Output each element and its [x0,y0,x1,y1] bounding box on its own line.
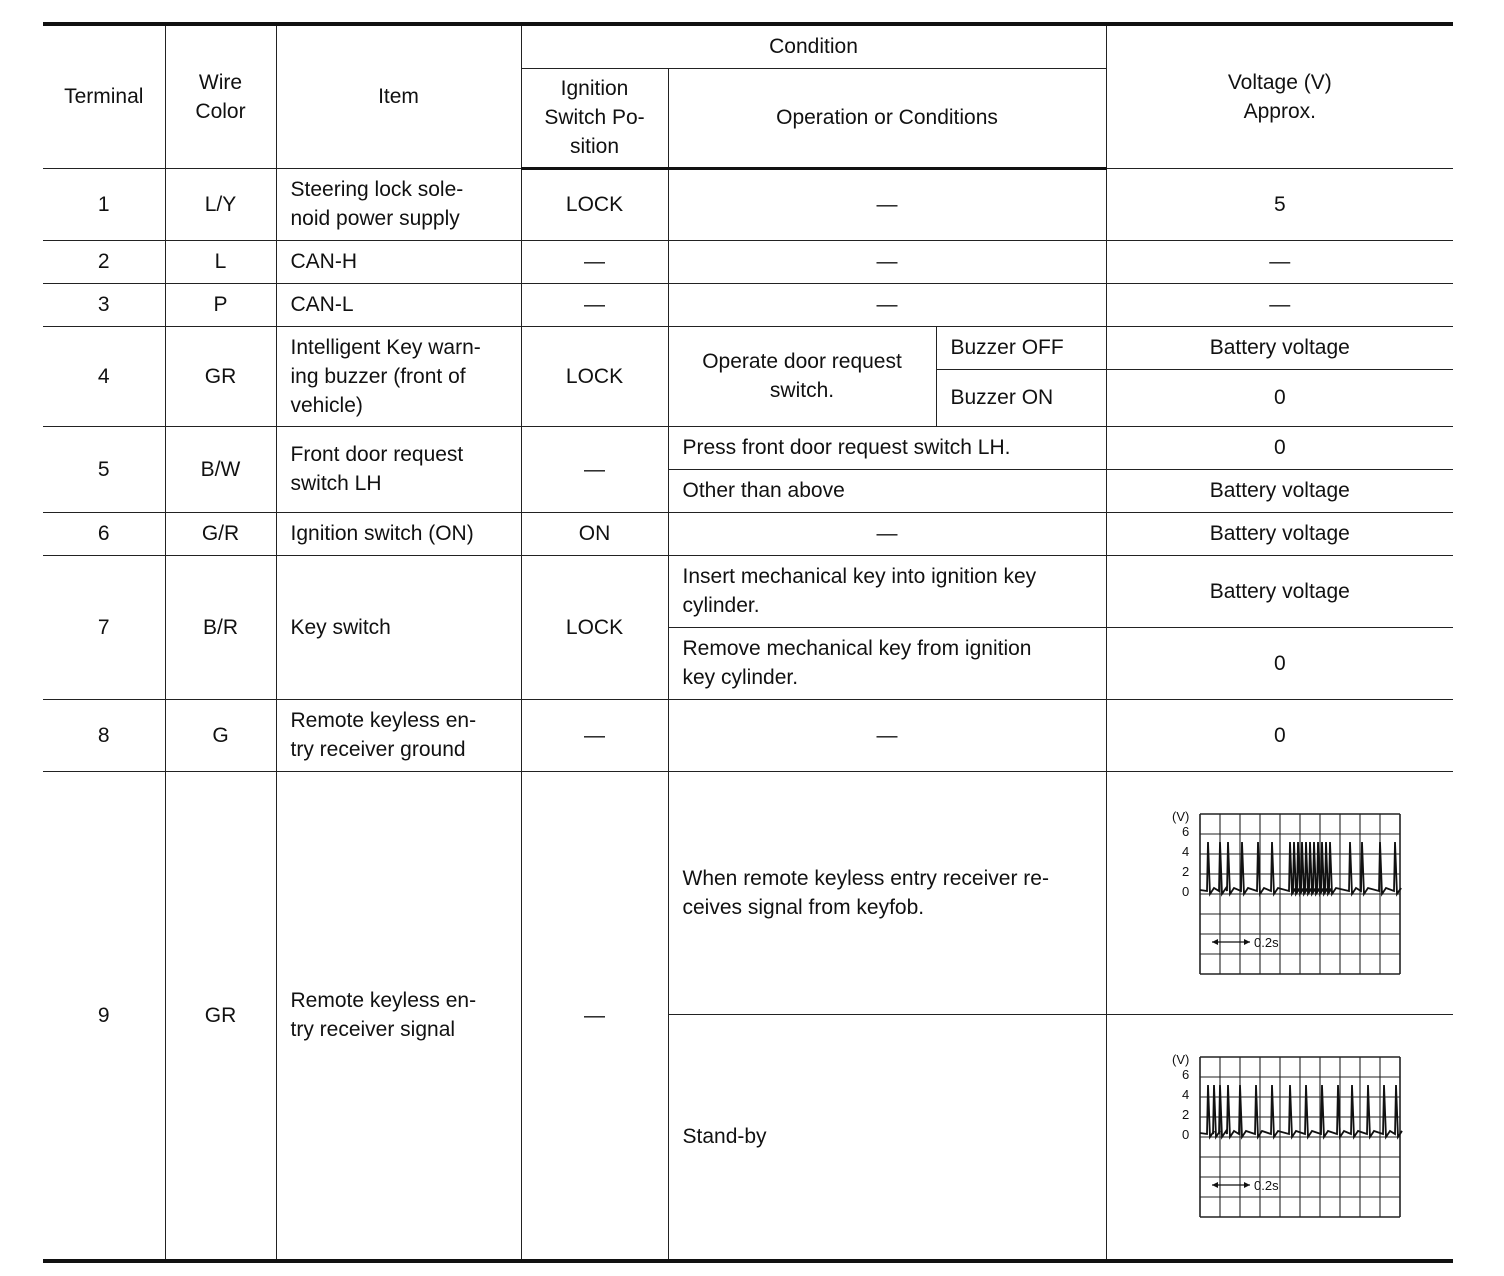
terminal-cell: 8 [43,699,165,771]
item-cell: Remote keyless en- try receiver ground [276,699,521,771]
ignition-position-cell: LOCK [521,168,668,240]
condition-cell: Press front door request switch LH. [668,426,1106,469]
wire-color-cell: GR [165,326,276,426]
voltage-cell: 0 [1106,627,1453,699]
table-row [43,168,1453,240]
header-wire-color: Wire Color [165,24,276,168]
scope-unit-label: (V) [1171,1052,1190,1068]
header-voltage: Voltage (V) Approx. [1106,24,1453,168]
terminal-cell: 9 [43,771,165,1261]
voltage-cell: Battery voltage [1106,469,1453,512]
condition-cell: Insert mechanical key into ignition key cylinder. [668,555,1106,627]
time-base-arrowhead [1244,1182,1250,1188]
scope-y-tick: 4 [1181,843,1190,859]
ignition-position-cell: — [521,771,668,1261]
terminal-cell: 5 [43,426,165,512]
condition-cell: Operate door request switch. [668,326,936,426]
table-row [43,771,1453,1014]
table-row [43,512,1453,555]
voltage-cell: — [1106,283,1453,326]
table-row [43,699,1453,771]
condition-cell: Stand-by [668,1014,1106,1261]
item-cell: Ignition switch (ON) [276,512,521,555]
item-cell: Steering lock sole- noid power supply [276,168,521,240]
condition-cell: — [668,512,1106,555]
condition-cell: — [668,283,1106,326]
header-operation-or-conditions: Operation or Conditions [668,68,1106,168]
wire-color-cell: G [165,699,276,771]
time-base-arrowhead [1212,939,1218,945]
ignition-position-cell: — [521,699,668,771]
voltage-cell: 0 [1106,426,1453,469]
ignition-position-cell: LOCK [521,555,668,699]
scope-y-tick: 4 [1181,1087,1190,1103]
table-row [43,240,1453,283]
scope-y-tick: 0 [1181,1127,1190,1143]
wire-color-cell: GR [165,771,276,1261]
waveform-cell [1106,1014,1453,1261]
header-ignition-switch-position: Ignition Switch Po- sition [521,68,668,168]
ignition-position-cell: LOCK [521,326,668,426]
condition-cell: — [668,699,1106,771]
scope-y-tick: 6 [1181,823,1190,839]
item-cell: Intelligent Key warn- ing buzzer (front of vehicle) [276,326,521,426]
item-cell: Key switch [276,555,521,699]
terminal-cell: 4 [43,326,165,426]
table-row [43,555,1453,627]
header-terminal: Terminal [43,24,165,168]
condition-cell: Remove mechanical key from ignition key cylinder. [668,627,1106,699]
scope-y-tick: 2 [1181,1107,1190,1123]
voltage-cell: 0 [1106,699,1453,771]
wire-color-cell: L/Y [165,168,276,240]
terminal-cell: 2 [43,240,165,283]
condition-cell: — [668,240,1106,283]
time-base-label: 0.2s [1253,1178,1279,1194]
voltage-cell: 0 [1106,369,1453,426]
condition-cell: — [668,168,1106,240]
waveform-receiving [1150,808,1410,978]
wire-color-cell: P [165,283,276,326]
terminal-cell: 3 [43,283,165,326]
waveform-standby [1150,1049,1410,1224]
waveform-cell [1106,771,1453,1014]
voltage-cell: Battery voltage [1106,326,1453,369]
terminal-cell: 1 [43,168,165,240]
wire-color-cell: G/R [165,512,276,555]
scope-y-tick: 0 [1181,883,1190,899]
table-row [43,326,1453,369]
wire-color-cell: L [165,240,276,283]
scope-unit-label: (V) [1171,808,1190,824]
terminal-cell: 7 [43,555,165,699]
item-cell: CAN-H [276,240,521,283]
header-condition: Condition [521,24,1106,68]
scope-y-tick: 6 [1181,1067,1190,1083]
voltage-cell: — [1106,240,1453,283]
ignition-position-cell: ON [521,512,668,555]
wire-color-cell: B/R [165,555,276,699]
item-cell: Front door request switch LH [276,426,521,512]
terminal-cell: 6 [43,512,165,555]
wire-color-cell: B/W [165,426,276,512]
voltage-cell: 5 [1106,168,1453,240]
scope-trace [1200,1085,1402,1137]
header-item: Item [276,24,521,168]
buzzer-state-cell: Buzzer ON [936,369,1106,426]
scope-y-tick: 2 [1181,863,1190,879]
item-cell: Remote keyless en- try receiver signal [276,771,521,1261]
ignition-position-cell: — [521,283,668,326]
condition-cell: When remote keyless entry receiver re- ceives signal from keyfob. [668,771,1106,1014]
voltage-cell: Battery voltage [1106,512,1453,555]
condition-cell: Other than above [668,469,1106,512]
time-base-arrowhead [1212,1182,1218,1188]
time-base-arrowhead [1244,939,1250,945]
terminal-spec-table [43,22,1453,1263]
table-row [43,283,1453,326]
time-base-label: 0.2s [1253,934,1279,950]
ignition-position-cell: — [521,240,668,283]
ignition-position-cell: — [521,426,668,512]
item-cell: CAN-L [276,283,521,326]
voltage-cell: Battery voltage [1106,555,1453,627]
table-row [43,426,1453,469]
buzzer-state-cell: Buzzer OFF [936,326,1106,369]
